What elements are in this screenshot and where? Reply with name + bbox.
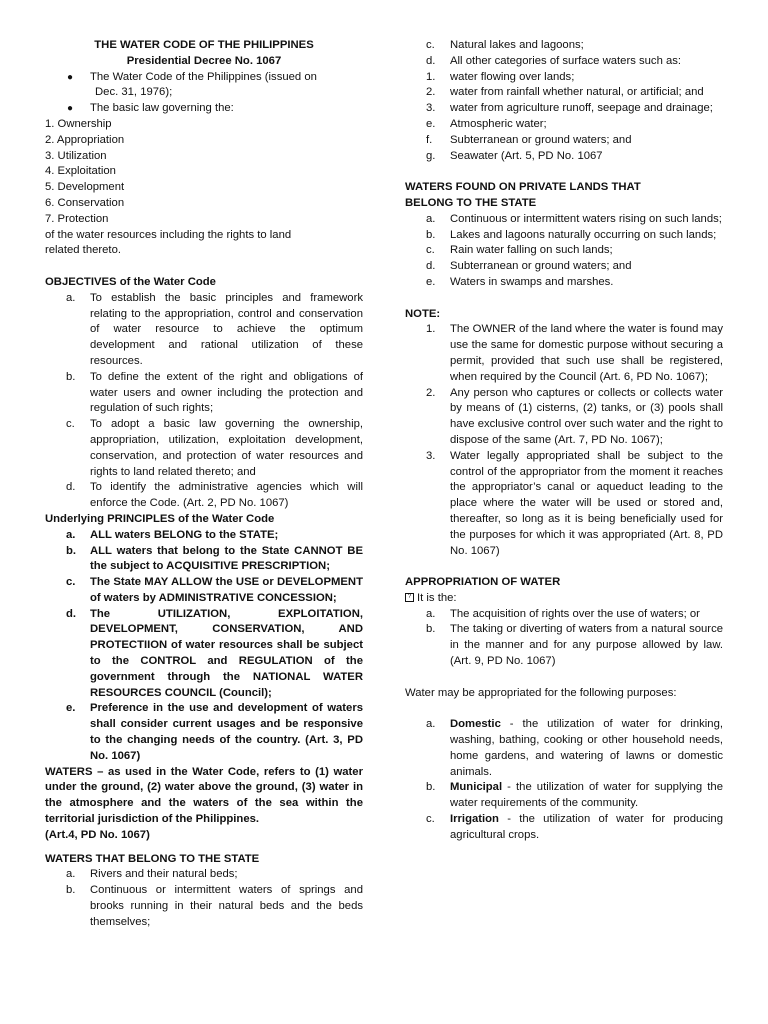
purposes-intro: Water may be appropriated for the following purposes: [405, 686, 677, 699]
bullet-item: ● The basic law governing the: [45, 101, 363, 117]
objective-item: b. To define the extent of the right and obligations of water users and owner including the protection and regulation of such rights; [66, 370, 363, 415]
objective-item: c. To adopt a basic law governing the ownership, appropriation, utilization, exploitation development, conservation, and protection of water resources and rights to land related thereto; and [66, 418, 363, 478]
note-item: 2. Any person who captures or collects or collects water by means of (1) cisterns, (2) tanks, or (3) pools shall have exclusive control over such water and the right to dispose of the same (Art. 7, PD No. 1067); [426, 386, 723, 446]
bullet-icon: ● [67, 103, 74, 115]
bullet-icon: ● [67, 71, 74, 83]
it-is-line: ? It is the: [405, 591, 723, 607]
bullet-item-continued: Dec. 31, 1976); [95, 86, 173, 99]
waters-definition-ref: (Art.4, PD No. 1067) [45, 828, 150, 841]
objectives-heading: OBJECTIVES of the Water Code [45, 275, 216, 288]
governing-tail: of the water resources including the rights to land related thereto. [45, 228, 292, 257]
state-water-item: f. Subterranean or ground waters; and [426, 133, 632, 146]
governing-item: 5. Development [45, 181, 125, 194]
state-water-item: b. Continuous or intermittent waters of springs and brooks running in their natural beds and the beds themselves; [66, 884, 363, 928]
governing-item: 2. Appropriation [45, 133, 125, 146]
private-lands-heading-2: BELONG TO THE STATE [405, 196, 537, 209]
governing-item: 4. Exploitation [45, 165, 116, 178]
principle-item: d. The UTILIZATION, EXPLOITATION, DEVELOPMENT, CONSERVATION, AND PROTECTIION of water resources shall be subject to the CONTROL and REGULATION of the government through the NATIONAL WATER RESOURCES COUNCIL (Council); [66, 607, 363, 699]
appropriation-item: b. The taking or diverting of waters from a natural source in the manner and for any purpose allowed by law. (Art. 9, PD No. 1067) [426, 623, 723, 668]
appropriation-item: a. The acquisition of rights over the use of waters; or [426, 607, 700, 620]
note-heading: NOTE: [405, 307, 441, 320]
note-item: 1. The OWNER of the land where the water is found may use the same for domestic purpose without securing a permit, provided that such use shall be registered, when required by the Council (Art. 6, PD No. 1067); [426, 323, 723, 383]
state-water-item: c. Natural lakes and lagoons; [426, 39, 584, 51]
private-water-item: e. Waters in swamps and marshes. [426, 275, 614, 288]
bullet-item: ● The Water Code of the Philippines (issued on [45, 70, 363, 86]
document-subtitle: Presidential Decree No. 1067 [126, 54, 282, 67]
principle-item: c. The State MAY ALLOW the USE or DEVELOPMENT of waters by ADMINISTRATIVE CONCESSION; [66, 576, 363, 604]
governing-item: 1. Ownership [45, 117, 112, 130]
waters-definition: WATERS – as used in the Water Code, refers to (1) water under the ground, (2) water above the ground, (3) water in the atmosphere and the waters of the sea within the territorial jurisdiction of the Philippines. [45, 765, 363, 826]
governing-item: 3. Utilization [45, 149, 107, 162]
private-lands-heading: WATERS FOUND ON PRIVATE LANDS THAT [405, 181, 641, 194]
left-column [45, 38, 363, 931]
private-water-item: c. Rain water falling on such lands; [426, 244, 613, 257]
principle-item: e. Preference in the use and development of waters shall consider current usages and be responsive to the changing needs of the country. (Art. 3, PD No. 1067) [66, 702, 363, 762]
state-water-item: a. Rivers and their natural beds; [66, 868, 238, 881]
purpose-item: a. Domestic - the utilization of water for drinking, washing, bathing, cooking or other household needs, home gardens, and watering of lawns or domestic animals. [426, 718, 723, 778]
private-water-item: d. Subterranean or ground waters; and [426, 260, 632, 273]
private-water-item: b. Lakes and lagoons naturally occurring on such lands; [426, 228, 717, 241]
purpose-item: b. Municipal - the utilization of water for supplying the water requirements of the community. [426, 781, 723, 810]
surface-water-item: 3. water from agriculture runoff, seepage and drainage; [426, 102, 713, 115]
purpose-item: c. Irrigation - the utilization of water for producing agricultural crops. [426, 813, 723, 841]
right-column [405, 38, 723, 844]
state-water-item: e. Atmospheric water; [426, 117, 547, 130]
governing-item: 6. Conservation [45, 196, 125, 209]
principles-heading: Underlying PRINCIPLES of the Water Code [45, 512, 275, 525]
box-glyph-icon: ? [405, 593, 414, 602]
principle-item: b. ALL waters that belong to the State CANNOT BE the subject to ACQUISITIVE PRESCRIPTION; [66, 544, 363, 573]
surface-water-item: 1. water flowing over lands; [426, 70, 575, 83]
note-item: 3. Water legally appropriated shall be subject to the control of the appropriator from the moment it reaches the appropriator’s canal or aqueduct leading to the place where the water will be used or stored and, thereafter, so long as it is being beneficially used for the purposes for which it was appropriated (Art. 8, PD No. 1067) [426, 449, 723, 557]
surface-water-item: 2. water from rainfall whether natural, or artificial; and [426, 86, 704, 99]
governing-item: 7. Protection [45, 212, 109, 225]
objective-item: d. To identify the administrative agencies which will enforce the Code. (Art. 2, PD No. 1067) [66, 481, 363, 510]
objective-item: a. To establish the basic principles and framework relating to the appropriation, control and conservation of water resource to achieve the optimum development and rational utilization of these resources. [66, 291, 363, 367]
state-water-item: d. All other categories of surface waters such as: [426, 54, 682, 67]
appropriation-heading: APPROPRIATION OF WATER [405, 576, 561, 589]
state-waters-heading: WATERS THAT BELONG TO THE STATE [45, 852, 260, 865]
private-water-item: a. Continuous or intermittent waters rising on such lands; [426, 212, 722, 225]
principle-item: a. ALL waters BELONG to the STATE; [66, 528, 279, 541]
document-title: THE WATER CODE OF THE PHILIPPINES [94, 39, 314, 51]
state-water-item: g. Seawater (Art. 5, PD No. 1067 [426, 149, 603, 162]
